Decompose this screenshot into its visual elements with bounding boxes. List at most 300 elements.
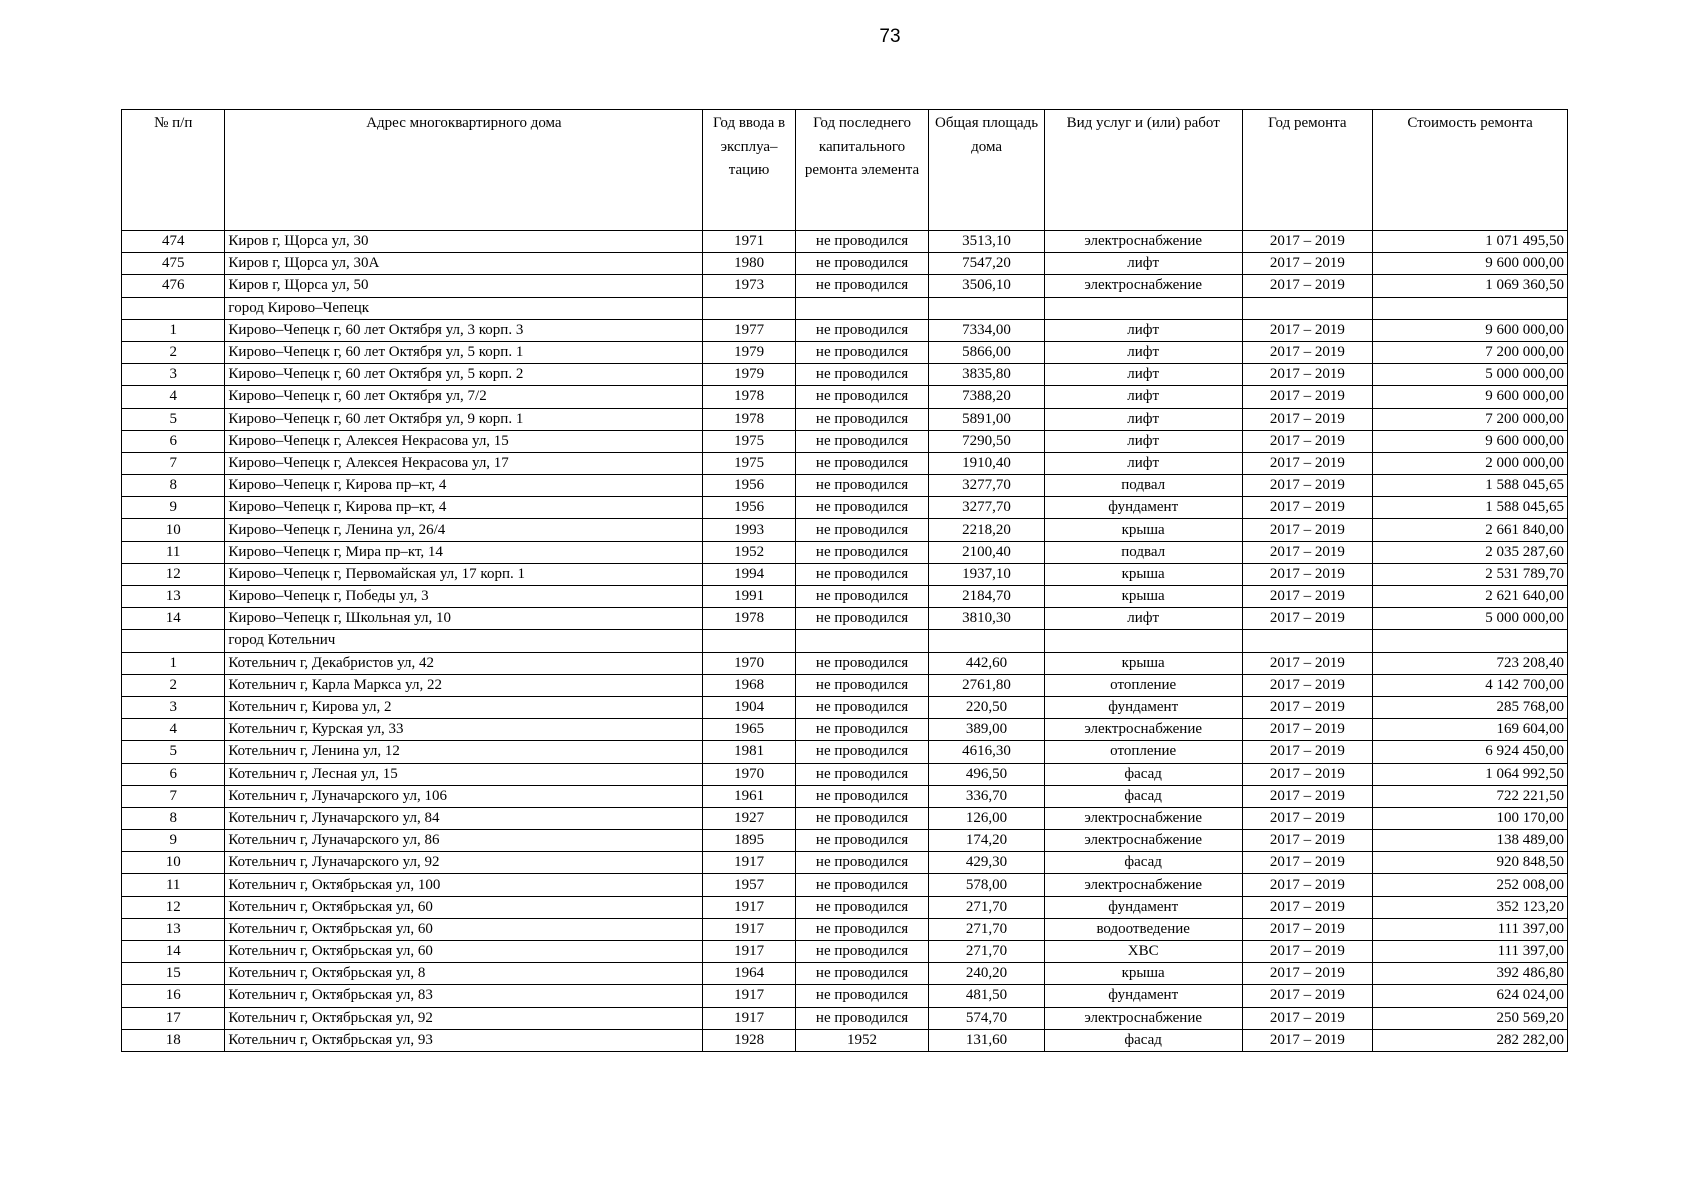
cell-cost: 723 208,40: [1373, 652, 1568, 674]
cell-repair-year: 2017 – 2019: [1242, 963, 1373, 985]
cell-address: Киров г, Щорса ул, 30: [225, 231, 703, 253]
cell-year-built: 1975: [703, 452, 795, 474]
cell-year-built: 1964: [703, 963, 795, 985]
cell-year-built: 1927: [703, 807, 795, 829]
cell-last-repair: не проводился: [795, 364, 929, 386]
cell-address: Кирово–Чепецк г, 60 лет Октября ул, 5 корп. 2: [225, 364, 703, 386]
cell-repair-year: 2017 – 2019: [1242, 430, 1373, 452]
cell-work-type: лифт: [1044, 608, 1242, 630]
cell-last-repair: не проводился: [795, 408, 929, 430]
cell-last-repair: не проводился: [795, 896, 929, 918]
cell-address: Котельнич г, Октябрьская ул, 60: [225, 941, 703, 963]
cell-last-repair: не проводился: [795, 563, 929, 585]
table-row: [122, 341, 1568, 363]
cell-repair-year: 2017 – 2019: [1242, 741, 1373, 763]
cell-address: Котельнич г, Октябрьская ул, 92: [225, 1007, 703, 1029]
empty-cell: [1044, 630, 1242, 652]
cell-last-repair: не проводился: [795, 830, 929, 852]
cell-last-repair: не проводился: [795, 541, 929, 563]
cell-num: 4: [122, 719, 225, 741]
cell-num: 17: [122, 1007, 225, 1029]
cell-repair-year: 2017 – 2019: [1242, 563, 1373, 585]
cell-work-type: лифт: [1044, 253, 1242, 275]
cell-repair-year: 2017 – 2019: [1242, 696, 1373, 718]
cell-cost: 352 123,20: [1373, 896, 1568, 918]
cell-address: Котельнич г, Кирова ул, 2: [225, 696, 703, 718]
cell-year-built: 1978: [703, 386, 795, 408]
cell-year-built: 1991: [703, 586, 795, 608]
cell-num: 18: [122, 1029, 225, 1051]
cell-cost: 111 397,00: [1373, 918, 1568, 940]
cell-area: 3277,70: [929, 475, 1044, 497]
header-year-built: Год ввода в эксплуа– тацию: [703, 110, 795, 231]
cell-work-type: электроснабжение: [1044, 719, 1242, 741]
cell-num: 5: [122, 741, 225, 763]
cell-repair-year: 2017 – 2019: [1242, 519, 1373, 541]
cell-cost: 1 588 045,65: [1373, 497, 1568, 519]
empty-cell: [122, 297, 225, 319]
cell-address: Котельнич г, Лесная ул, 15: [225, 763, 703, 785]
cell-repair-year: 2017 – 2019: [1242, 231, 1373, 253]
table-row: [122, 918, 1568, 940]
section-row: [122, 297, 1568, 319]
table-row: [122, 674, 1568, 696]
cell-area: 1910,40: [929, 452, 1044, 474]
cell-area: 2761,80: [929, 674, 1044, 696]
cell-work-type: лифт: [1044, 319, 1242, 341]
table-row: [122, 430, 1568, 452]
table-row: [122, 963, 1568, 985]
cell-cost: 392 486,80: [1373, 963, 1568, 985]
cell-cost: 7 200 000,00: [1373, 408, 1568, 430]
cell-cost: 920 848,50: [1373, 852, 1568, 874]
empty-cell: [1242, 297, 1373, 319]
cell-last-repair: не проводился: [795, 341, 929, 363]
cell-area: 7334,00: [929, 319, 1044, 341]
cell-cost: 2 621 640,00: [1373, 586, 1568, 608]
cell-area: 174,20: [929, 830, 1044, 852]
cell-year-built: 1968: [703, 674, 795, 696]
table-row: [122, 852, 1568, 874]
cell-num: 1: [122, 652, 225, 674]
cell-area: 3506,10: [929, 275, 1044, 297]
cell-last-repair: 1952: [795, 1029, 929, 1051]
cell-work-type: лифт: [1044, 452, 1242, 474]
cell-address: Кирово–Чепецк г, Победы ул, 3: [225, 586, 703, 608]
cell-address: Кирово–Чепецк г, Школьная ул, 10: [225, 608, 703, 630]
cell-last-repair: не проводился: [795, 275, 929, 297]
cell-last-repair: не проводился: [795, 586, 929, 608]
cell-num: 1: [122, 319, 225, 341]
cell-work-type: лифт: [1044, 430, 1242, 452]
cell-area: 442,60: [929, 652, 1044, 674]
cell-cost: 2 531 789,70: [1373, 563, 1568, 585]
cell-year-built: 1928: [703, 1029, 795, 1051]
cell-work-type: крыша: [1044, 652, 1242, 674]
cell-year-built: 1917: [703, 941, 795, 963]
cell-num: 12: [122, 563, 225, 585]
table-row: [122, 408, 1568, 430]
cell-cost: 624 024,00: [1373, 985, 1568, 1007]
cell-area: 496,50: [929, 763, 1044, 785]
cell-work-type: фундамент: [1044, 896, 1242, 918]
cell-repair-year: 2017 – 2019: [1242, 364, 1373, 386]
table-row: [122, 231, 1568, 253]
cell-repair-year: 2017 – 2019: [1242, 652, 1373, 674]
section-title: город Кирово–Чепецк: [225, 297, 703, 319]
cell-year-built: 1980: [703, 253, 795, 275]
cell-year-built: 1952: [703, 541, 795, 563]
cell-year-built: 1970: [703, 763, 795, 785]
cell-address: Котельнич г, Октябрьская ул, 100: [225, 874, 703, 896]
cell-work-type: электроснабжение: [1044, 231, 1242, 253]
cell-address: Кирово–Чепецк г, 60 лет Октября ул, 3 корп. 3: [225, 319, 703, 341]
table-row: [122, 985, 1568, 1007]
cell-num: 7: [122, 452, 225, 474]
cell-work-type: лифт: [1044, 386, 1242, 408]
cell-work-type: фасад: [1044, 852, 1242, 874]
table-row: [122, 807, 1568, 829]
cell-area: 7290,50: [929, 430, 1044, 452]
cell-address: Кирово–Чепецк г, Мира пр–кт, 14: [225, 541, 703, 563]
table-header: [122, 110, 1568, 231]
cell-area: 220,50: [929, 696, 1044, 718]
cell-num: 16: [122, 985, 225, 1007]
cell-repair-year: 2017 – 2019: [1242, 319, 1373, 341]
cell-num: 474: [122, 231, 225, 253]
cell-cost: 5 000 000,00: [1373, 364, 1568, 386]
cell-last-repair: не проводился: [795, 963, 929, 985]
cell-year-built: 1917: [703, 985, 795, 1007]
cell-cost: 169 604,00: [1373, 719, 1568, 741]
table-row: [122, 652, 1568, 674]
cell-area: 5891,00: [929, 408, 1044, 430]
cell-num: 13: [122, 586, 225, 608]
cell-cost: 282 282,00: [1373, 1029, 1568, 1051]
cell-year-built: 1993: [703, 519, 795, 541]
cell-address: Котельнич г, Октябрьская ул, 8: [225, 963, 703, 985]
cell-year-built: 1917: [703, 852, 795, 874]
table-row: [122, 586, 1568, 608]
cell-year-built: 1978: [703, 608, 795, 630]
empty-cell: [1373, 297, 1568, 319]
cell-num: 13: [122, 918, 225, 940]
table-row: [122, 941, 1568, 963]
table-row: [122, 785, 1568, 807]
cell-work-type: электроснабжение: [1044, 1007, 1242, 1029]
cell-num: 11: [122, 541, 225, 563]
cell-area: 3277,70: [929, 497, 1044, 519]
header-last-repair: Год последнего капитального ремонта элемента: [795, 110, 929, 231]
cell-address: Котельнич г, Октябрьская ул, 60: [225, 918, 703, 940]
empty-cell: [795, 297, 929, 319]
cell-last-repair: не проводился: [795, 874, 929, 896]
empty-cell: [929, 630, 1044, 652]
cell-address: Котельнич г, Луначарского ул, 92: [225, 852, 703, 874]
cell-year-built: 1979: [703, 364, 795, 386]
table-row: [122, 763, 1568, 785]
cell-year-built: 1904: [703, 696, 795, 718]
cell-area: 271,70: [929, 918, 1044, 940]
cell-address: Котельнич г, Луначарского ул, 106: [225, 785, 703, 807]
cell-num: 475: [122, 253, 225, 275]
cell-last-repair: не проводился: [795, 231, 929, 253]
cell-area: 429,30: [929, 852, 1044, 874]
section-title: город Котельнич: [225, 630, 703, 652]
cell-address: Киров г, Щорса ул, 50: [225, 275, 703, 297]
cell-repair-year: 2017 – 2019: [1242, 918, 1373, 940]
cell-num: 9: [122, 497, 225, 519]
cell-area: 4616,30: [929, 741, 1044, 763]
cell-num: 476: [122, 275, 225, 297]
empty-cell: [795, 630, 929, 652]
header-address: Адрес многоквартирного дома: [225, 110, 703, 231]
cell-year-built: 1895: [703, 830, 795, 852]
table-row: [122, 541, 1568, 563]
cell-last-repair: не проводился: [795, 430, 929, 452]
cell-address: Кирово–Чепецк г, 60 лет Октября ул, 9 корп. 1: [225, 408, 703, 430]
cell-year-built: 1917: [703, 896, 795, 918]
cell-area: 5866,00: [929, 341, 1044, 363]
cell-area: 1937,10: [929, 563, 1044, 585]
cell-work-type: ХВС: [1044, 941, 1242, 963]
cell-year-built: 1975: [703, 430, 795, 452]
header-area: Общая площадь дома: [929, 110, 1044, 231]
cell-address: Котельнич г, Луначарского ул, 84: [225, 807, 703, 829]
cell-address: Кирово–Чепецк г, Кирова пр–кт, 4: [225, 497, 703, 519]
cell-cost: 250 569,20: [1373, 1007, 1568, 1029]
cell-num: 8: [122, 807, 225, 829]
cell-last-repair: не проводился: [795, 741, 929, 763]
cell-address: Котельнич г, Курская ул, 33: [225, 719, 703, 741]
table-row: [122, 253, 1568, 275]
table-row: [122, 1007, 1568, 1029]
cell-area: 578,00: [929, 874, 1044, 896]
cell-num: 2: [122, 674, 225, 696]
cell-year-built: 1957: [703, 874, 795, 896]
cell-area: 271,70: [929, 941, 1044, 963]
table-row: [122, 1029, 1568, 1051]
cell-cost: 2 000 000,00: [1373, 452, 1568, 474]
cell-address: Котельнич г, Октябрьская ул, 60: [225, 896, 703, 918]
cell-area: 2184,70: [929, 586, 1044, 608]
cell-work-type: электроснабжение: [1044, 275, 1242, 297]
cell-repair-year: 2017 – 2019: [1242, 852, 1373, 874]
empty-cell: [929, 297, 1044, 319]
cell-num: 6: [122, 430, 225, 452]
cell-work-type: фасад: [1044, 763, 1242, 785]
cell-work-type: отопление: [1044, 741, 1242, 763]
cell-last-repair: не проводился: [795, 497, 929, 519]
cell-year-built: 1965: [703, 719, 795, 741]
cell-repair-year: 2017 – 2019: [1242, 452, 1373, 474]
cell-cost: 138 489,00: [1373, 830, 1568, 852]
cell-year-built: 1956: [703, 497, 795, 519]
cell-work-type: фундамент: [1044, 985, 1242, 1007]
table-row: [122, 319, 1568, 341]
cell-repair-year: 2017 – 2019: [1242, 475, 1373, 497]
table-row: [122, 719, 1568, 741]
cell-num: 4: [122, 386, 225, 408]
cell-cost: 722 221,50: [1373, 785, 1568, 807]
cell-year-built: 1970: [703, 652, 795, 674]
cell-address: Кирово–Чепецк г, Ленина ул, 26/4: [225, 519, 703, 541]
cell-last-repair: не проводился: [795, 652, 929, 674]
cell-cost: 252 008,00: [1373, 874, 1568, 896]
cell-repair-year: 2017 – 2019: [1242, 1007, 1373, 1029]
cell-last-repair: не проводился: [795, 608, 929, 630]
cell-cost: 1 588 045,65: [1373, 475, 1568, 497]
cell-work-type: электроснабжение: [1044, 807, 1242, 829]
table-row: [122, 874, 1568, 896]
cell-repair-year: 2017 – 2019: [1242, 763, 1373, 785]
cell-last-repair: не проводился: [795, 852, 929, 874]
empty-cell: [1044, 297, 1242, 319]
cell-work-type: лифт: [1044, 341, 1242, 363]
cell-num: 15: [122, 963, 225, 985]
cell-area: 336,70: [929, 785, 1044, 807]
cell-work-type: электроснабжение: [1044, 874, 1242, 896]
cell-num: 10: [122, 852, 225, 874]
cell-cost: 1 064 992,50: [1373, 763, 1568, 785]
empty-cell: [703, 297, 795, 319]
cell-last-repair: не проводился: [795, 319, 929, 341]
cell-repair-year: 2017 – 2019: [1242, 586, 1373, 608]
cell-work-type: отопление: [1044, 674, 1242, 696]
cell-last-repair: не проводился: [795, 253, 929, 275]
cell-year-built: 1973: [703, 275, 795, 297]
cell-area: 481,50: [929, 985, 1044, 1007]
cell-year-built: 1977: [703, 319, 795, 341]
header-cost: Стоимость ремонта: [1373, 110, 1568, 231]
cell-last-repair: не проводился: [795, 696, 929, 718]
cell-repair-year: 2017 – 2019: [1242, 807, 1373, 829]
cell-repair-year: 2017 – 2019: [1242, 341, 1373, 363]
cell-last-repair: не проводился: [795, 1007, 929, 1029]
cell-cost: 1 069 360,50: [1373, 275, 1568, 297]
cell-area: 7547,20: [929, 253, 1044, 275]
cell-repair-year: 2017 – 2019: [1242, 719, 1373, 741]
cell-repair-year: 2017 – 2019: [1242, 985, 1373, 1007]
cell-work-type: крыша: [1044, 519, 1242, 541]
cell-work-type: фундамент: [1044, 696, 1242, 718]
cell-area: 3810,30: [929, 608, 1044, 630]
cell-cost: 6 924 450,00: [1373, 741, 1568, 763]
cell-cost: 7 200 000,00: [1373, 341, 1568, 363]
cell-num: 3: [122, 696, 225, 718]
cell-cost: 9 600 000,00: [1373, 430, 1568, 452]
cell-area: 131,60: [929, 1029, 1044, 1051]
cell-repair-year: 2017 – 2019: [1242, 674, 1373, 696]
cell-address: Котельнич г, Октябрьская ул, 93: [225, 1029, 703, 1051]
cell-address: Котельнич г, Луначарского ул, 86: [225, 830, 703, 852]
cell-area: 126,00: [929, 807, 1044, 829]
cell-cost: 5 000 000,00: [1373, 608, 1568, 630]
cell-area: 271,70: [929, 896, 1044, 918]
empty-cell: [1373, 630, 1568, 652]
cell-year-built: 1981: [703, 741, 795, 763]
cell-cost: 2 035 287,60: [1373, 541, 1568, 563]
cell-area: 2218,20: [929, 519, 1044, 541]
empty-cell: [122, 630, 225, 652]
cell-cost: 9 600 000,00: [1373, 319, 1568, 341]
cell-num: 5: [122, 408, 225, 430]
cell-address: Котельнич г, Октябрьская ул, 83: [225, 985, 703, 1007]
cell-address: Кирово–Чепецк г, Первомайская ул, 17 корп. 1: [225, 563, 703, 585]
cell-last-repair: не проводился: [795, 763, 929, 785]
table-row: [122, 896, 1568, 918]
cell-num: 14: [122, 941, 225, 963]
table-row: [122, 364, 1568, 386]
cell-area: 389,00: [929, 719, 1044, 741]
cell-num: 10: [122, 519, 225, 541]
cell-work-type: фасад: [1044, 1029, 1242, 1051]
cell-area: 3513,10: [929, 231, 1044, 253]
cell-repair-year: 2017 – 2019: [1242, 941, 1373, 963]
page-number: 73: [879, 26, 901, 47]
cell-year-built: 1971: [703, 231, 795, 253]
cell-last-repair: не проводился: [795, 386, 929, 408]
cell-last-repair: не проводился: [795, 807, 929, 829]
cell-num: 8: [122, 475, 225, 497]
cell-num: 9: [122, 830, 225, 852]
cell-cost: 2 661 840,00: [1373, 519, 1568, 541]
cell-repair-year: 2017 – 2019: [1242, 497, 1373, 519]
header-num: № п/п: [122, 110, 225, 231]
cell-area: 3835,80: [929, 364, 1044, 386]
cell-area: 240,20: [929, 963, 1044, 985]
cell-last-repair: не проводился: [795, 452, 929, 474]
cell-work-type: лифт: [1044, 408, 1242, 430]
cell-address: Кирово–Чепецк г, Алексея Некрасова ул, 17: [225, 452, 703, 474]
cell-work-type: подвал: [1044, 541, 1242, 563]
cell-cost: 1 071 495,50: [1373, 231, 1568, 253]
cell-address: Котельнич г, Ленина ул, 12: [225, 741, 703, 763]
table-body: [122, 231, 1568, 1052]
cell-address: Кирово–Чепецк г, 60 лет Октября ул, 5 корп. 1: [225, 341, 703, 363]
cell-year-built: 1956: [703, 475, 795, 497]
cell-address: Кирово–Чепецк г, Алексея Некрасова ул, 15: [225, 430, 703, 452]
cell-cost: 285 768,00: [1373, 696, 1568, 718]
cell-repair-year: 2017 – 2019: [1242, 253, 1373, 275]
cell-last-repair: не проводился: [795, 985, 929, 1007]
cell-cost: 9 600 000,00: [1373, 253, 1568, 275]
cell-address: Котельнич г, Декабристов ул, 42: [225, 652, 703, 674]
cell-address: Котельнич г, Карла Маркса ул, 22: [225, 674, 703, 696]
section-row: [122, 630, 1568, 652]
cell-num: 3: [122, 364, 225, 386]
cell-num: 14: [122, 608, 225, 630]
cell-year-built: 1978: [703, 408, 795, 430]
cell-repair-year: 2017 – 2019: [1242, 896, 1373, 918]
cell-address: Киров г, Щорса ул, 30А: [225, 253, 703, 275]
cell-repair-year: 2017 – 2019: [1242, 541, 1373, 563]
cell-address: Кирово–Чепецк г, Кирова пр–кт, 4: [225, 475, 703, 497]
cell-work-type: водоотведение: [1044, 918, 1242, 940]
cell-work-type: электроснабжение: [1044, 830, 1242, 852]
table-row: [122, 741, 1568, 763]
cell-repair-year: 2017 – 2019: [1242, 608, 1373, 630]
cell-num: 6: [122, 763, 225, 785]
cell-cost: 9 600 000,00: [1373, 386, 1568, 408]
cell-cost: 4 142 700,00: [1373, 674, 1568, 696]
cell-last-repair: не проводился: [795, 719, 929, 741]
cell-year-built: 1917: [703, 918, 795, 940]
table-row: [122, 608, 1568, 630]
table-row: [122, 519, 1568, 541]
cell-repair-year: 2017 – 2019: [1242, 874, 1373, 896]
cell-work-type: крыша: [1044, 563, 1242, 585]
